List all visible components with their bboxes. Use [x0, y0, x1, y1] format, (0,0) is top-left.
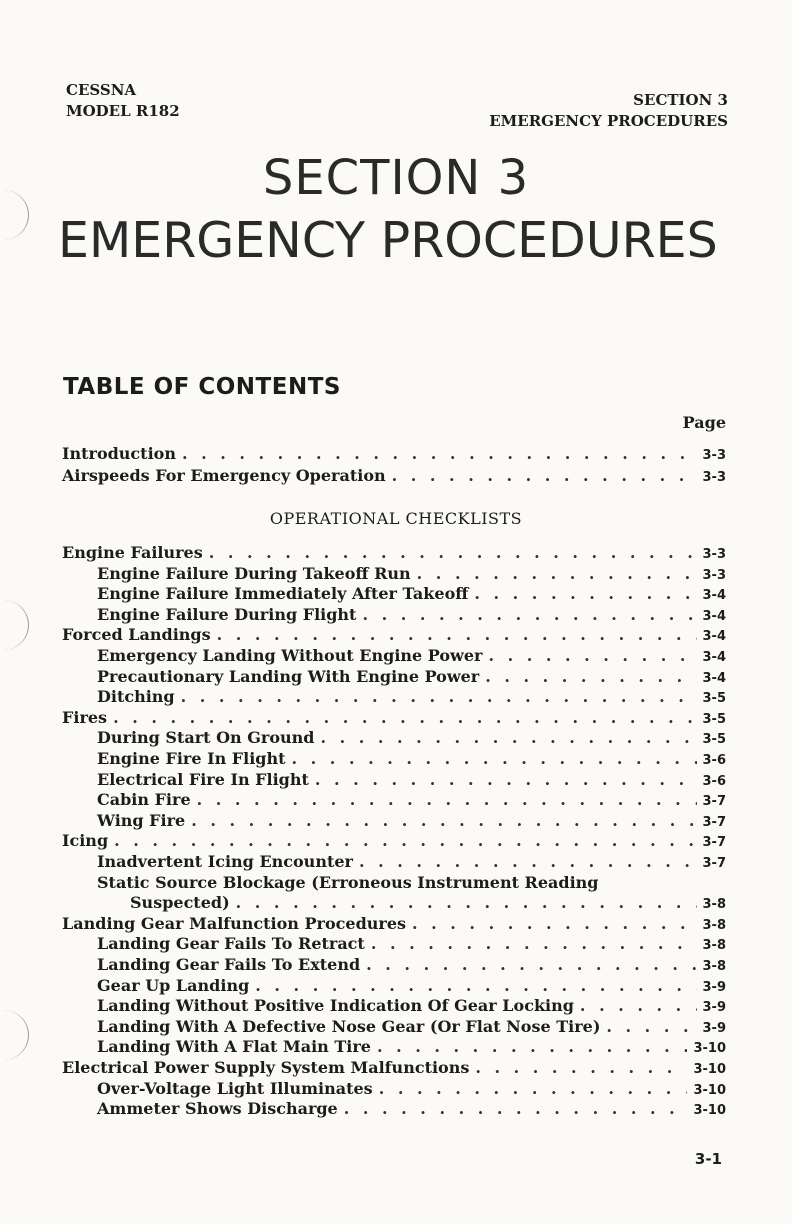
toc-entry — [97, 1099, 726, 1119]
toc-entry-page: 3-3 — [702, 567, 726, 583]
toc-entry — [97, 770, 726, 790]
toc-entry — [97, 728, 726, 748]
toc-entry-page: 3-4 — [702, 629, 726, 645]
toc-entry — [97, 605, 726, 625]
toc-entry-page: 3-10 — [693, 1103, 726, 1119]
toc-entry-page: 3-8 — [702, 917, 726, 933]
toc-entry — [97, 976, 726, 996]
page-number: 3-1 — [694, 1150, 722, 1168]
toc-entry-page: 3-10 — [693, 1041, 726, 1057]
toc-entry-page: 3-5 — [702, 691, 726, 707]
toc-entry — [62, 1058, 726, 1078]
header-section: SECTION 3 — [633, 91, 728, 109]
toc-entry-page: 3-8 — [702, 897, 726, 913]
toc-entry-title: Landing Gear Fails To Extend — [97, 955, 361, 974]
toc-entry-page: 3-3 — [702, 448, 726, 463]
toc-entry-title: Suspected) — [130, 893, 230, 913]
toc-entry-page: 3-4 — [702, 608, 726, 624]
toc-entry — [97, 687, 726, 707]
toc-dot-leader — [377, 1037, 687, 1056]
toc-dot-leader — [580, 996, 697, 1015]
toc-entry-page: 3-3 — [702, 547, 726, 562]
toc-dot-leader — [474, 584, 696, 603]
toc-entry-title: Landing With A Flat Main Tire — [97, 1037, 371, 1057]
toc-subheading: OPERATIONAL CHECKLISTS — [269, 509, 523, 528]
toc-entry — [97, 1037, 726, 1057]
toc-entry — [62, 444, 726, 464]
toc-entry — [62, 625, 726, 645]
toc-entry-title: Landing Gear Fails To Retract — [97, 934, 365, 954]
toc-entry — [97, 852, 726, 872]
toc-entry-title: Ditching — [97, 687, 175, 707]
toc-dot-leader — [182, 444, 697, 463]
header-model: MODEL R182 — [66, 102, 180, 120]
toc-entry — [97, 1079, 726, 1099]
toc-dot-leader — [181, 687, 697, 706]
toc-entry-title: Electrical Fire In Flight — [97, 769, 309, 789]
toc-entry — [97, 1017, 726, 1037]
toc-dot-leader — [315, 770, 697, 789]
toc-entry-page: 3-8 — [702, 938, 726, 954]
toc-entry-page: 3-10 — [693, 1082, 726, 1098]
toc-entry-page: 3-7 — [702, 794, 726, 810]
toc-dot-leader — [379, 1079, 688, 1098]
toc-entry — [62, 543, 726, 563]
toc-entry — [97, 811, 726, 831]
toc-entry-title: Engine Failure During Takeoff Run — [97, 563, 411, 583]
toc-entry-title: Engine Fire In Flight — [97, 749, 286, 768]
toc-dot-leader — [366, 955, 696, 974]
section-number-title: SECTION 3 — [262, 150, 530, 206]
toc-entry-page: 3-10 — [693, 1062, 726, 1077]
toc-dot-leader — [320, 728, 696, 747]
toc-entry-title: Fires — [62, 707, 108, 727]
toc-entry-page: 3-4 — [702, 650, 726, 665]
toc-entry-title: Engine Failure During Flight — [97, 604, 357, 624]
toc-dot-leader — [236, 893, 697, 912]
toc-entry-page: 3-4 — [702, 670, 726, 686]
toc-dot-leader — [606, 1017, 696, 1036]
toc-entry-page: 3-6 — [702, 753, 726, 768]
toc-entry-title: Airspeeds For Emergency Operation — [62, 466, 386, 485]
toc-entry — [62, 708, 726, 728]
punch-hole-mark — [0, 600, 29, 650]
toc-dot-leader — [417, 564, 697, 583]
toc-entry-page: 3-9 — [702, 979, 726, 995]
toc-entry — [62, 831, 726, 851]
toc-entry — [97, 667, 726, 687]
toc-heading: TABLE OF CONTENTS — [63, 374, 341, 400]
toc-entry-title: Icing — [62, 831, 109, 851]
toc-entry-page: 3-7 — [702, 835, 726, 851]
toc-dot-leader — [217, 625, 697, 644]
toc-entry-title: Cabin Fire — [97, 790, 191, 810]
toc-entry-page: 3-5 — [702, 711, 726, 727]
toc-entry-page: 3-8 — [702, 959, 726, 974]
toc-dot-leader — [475, 1058, 687, 1077]
header-right — [489, 90, 728, 132]
toc-entry — [62, 466, 726, 486]
toc-dot-leader — [292, 749, 697, 768]
punch-hole-mark — [0, 1010, 29, 1060]
toc-entry-title: Static Source Blockage (Erroneous Instrument Reading — [97, 872, 599, 892]
header-left — [66, 80, 180, 122]
toc-entry-title: Engine Failure Immediately After Takeoff — [97, 584, 469, 604]
toc-dot-leader — [255, 976, 696, 995]
toc-entry-title: Precautionary Landing With Engine Power — [97, 666, 480, 686]
toc-dot-leader — [371, 934, 697, 953]
toc-entry-title: Landing With A Defective Nose Gear (Or Flat Nose Tire) — [97, 1016, 601, 1036]
toc-entry — [97, 996, 726, 1016]
toc-entry-title: During Start On Ground — [97, 728, 315, 748]
toc-dot-leader — [362, 605, 696, 624]
toc-entry — [97, 934, 726, 954]
toc-entry-title: Landing Without Positive Indication Of Gear Locking — [97, 996, 574, 1016]
toc-entry-title: Forced Landings — [62, 625, 211, 645]
toc-entry-page: 3-5 — [702, 732, 726, 748]
toc-dot-leader — [392, 466, 697, 485]
header-section-title: EMERGENCY PROCEDURES — [489, 112, 728, 130]
toc-entry-page: 3-9 — [702, 1000, 726, 1016]
toc-entry — [130, 893, 726, 913]
toc-entry — [97, 646, 726, 666]
toc-entry-page: 3-4 — [702, 588, 726, 604]
toc-dot-leader — [412, 914, 697, 933]
toc-entry — [62, 914, 726, 934]
toc-dot-leader — [209, 543, 697, 562]
toc-dot-leader — [359, 852, 697, 871]
toc-entry-title: Gear Up Landing — [97, 975, 250, 995]
toc-entry-title: Inadvertent Icing Encounter — [97, 852, 353, 871]
toc-entry — [97, 790, 726, 810]
toc-entry-page: 3-3 — [702, 470, 726, 485]
toc-entry-page: 3-7 — [702, 856, 726, 871]
toc-entry — [97, 873, 726, 893]
toc-dot-leader — [344, 1099, 688, 1118]
toc-entry — [97, 584, 726, 604]
toc-dot-leader — [197, 790, 697, 809]
toc-entry-title: Landing Gear Malfunction Procedures — [62, 913, 406, 933]
toc-entry — [97, 749, 726, 769]
toc-entry — [97, 564, 726, 584]
toc-entry-title: Over-Voltage Light Illuminates — [97, 1078, 373, 1098]
toc-entry-page: 3-9 — [702, 1020, 726, 1036]
toc-entry-title: Wing Fire — [97, 810, 186, 830]
toc-entry-title: Introduction — [62, 444, 176, 463]
toc-dot-leader — [114, 831, 696, 850]
toc-dot-leader — [488, 646, 696, 665]
toc-dot-leader — [113, 708, 696, 727]
header-manufacturer: CESSNA — [66, 81, 137, 99]
toc-entry-page: 3-6 — [702, 773, 726, 789]
section-name-title: EMERGENCY PROCEDURES — [58, 212, 718, 269]
toc-dot-leader — [191, 811, 696, 830]
toc-entry-title: Emergency Landing Without Engine Power — [97, 646, 483, 665]
toc-dot-leader — [485, 667, 696, 686]
toc-entry-title: Electrical Power Supply System Malfunctions — [62, 1058, 470, 1077]
page-column-label: Page — [682, 413, 726, 432]
toc-entry-page: 3-7 — [702, 814, 726, 830]
toc-entry — [97, 955, 726, 975]
toc-entry-title: Engine Failures — [62, 543, 203, 562]
toc-entry-title: Ammeter Shows Discharge — [97, 1099, 338, 1119]
